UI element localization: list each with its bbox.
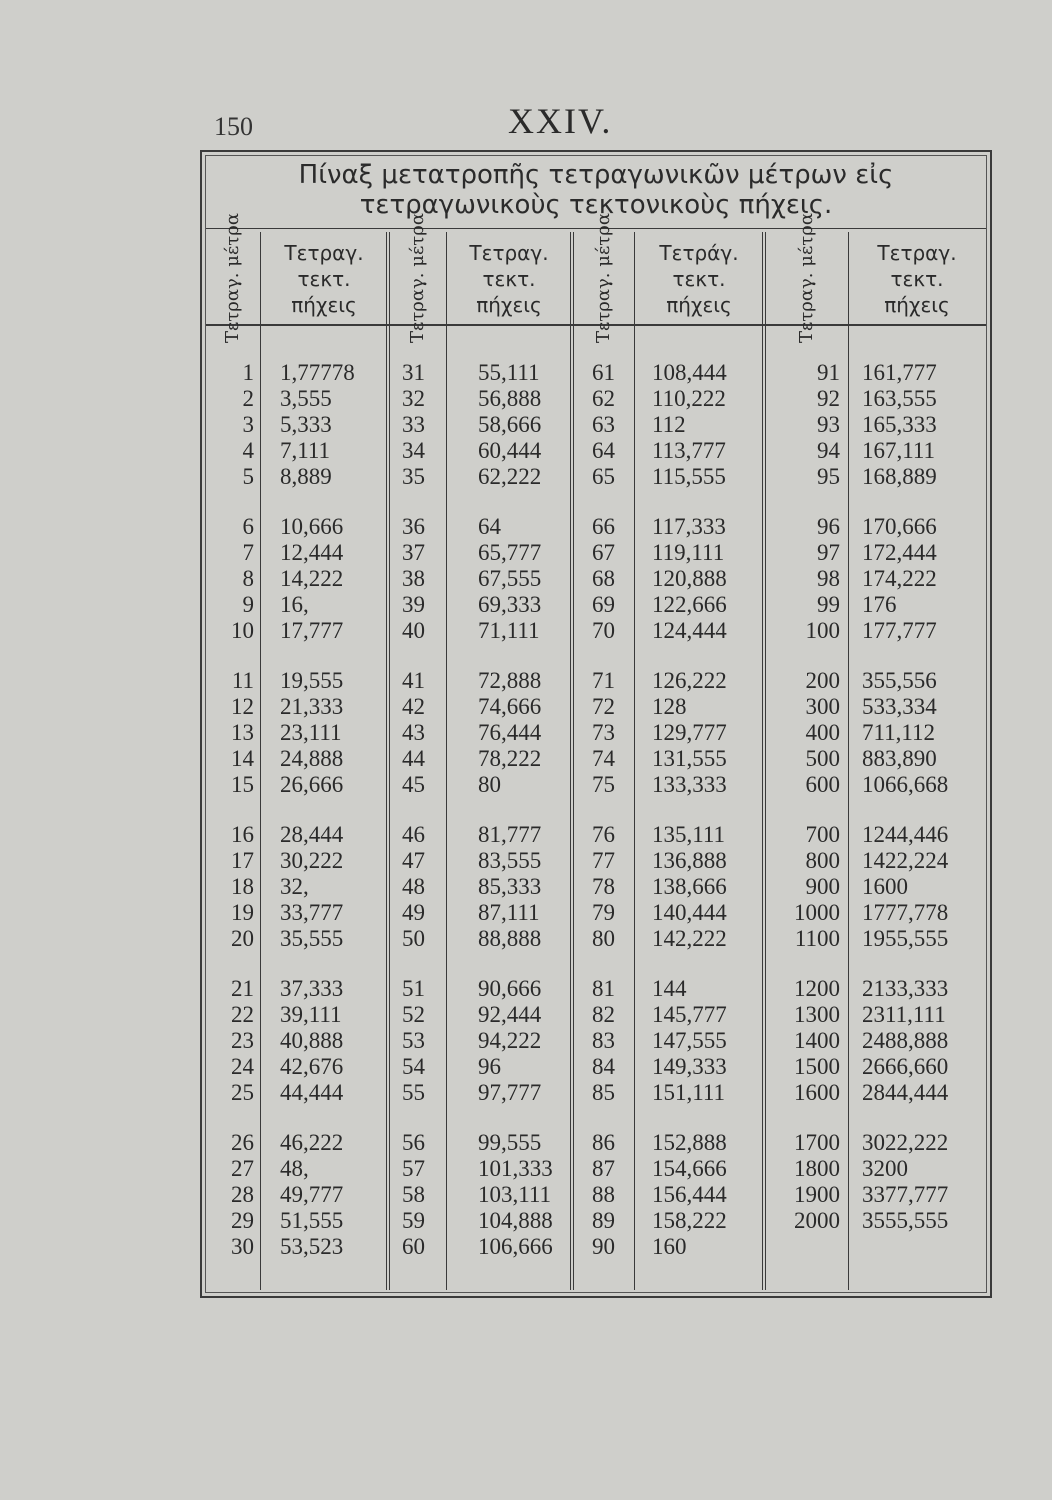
square-cubits-cell: 33,777 (280, 900, 344, 925)
square-cubits-cell: 165,333 (862, 412, 937, 437)
square-cubits-cell: 119,111 (652, 540, 725, 565)
square-cubits-cell: 88,888 (478, 926, 542, 951)
square-meters-cell: 49 (402, 900, 425, 925)
square-meters-cell: 51 (402, 976, 425, 1001)
square-cubits-cell: 122,666 (652, 592, 727, 617)
square-meters-cell: 64 (592, 438, 615, 463)
square-cubits-cell: 112 (652, 412, 686, 437)
square-cubits-cell: 2488,888 (862, 1028, 949, 1053)
square-cubits-cell: 177,777 (862, 618, 937, 643)
square-meters-cell: 82 (592, 1002, 615, 1027)
square-meters-cell: 27 (231, 1156, 254, 1181)
header-sqm-2: Τετραγ. μέτρα (407, 213, 429, 343)
square-cubits-cell: 71,111 (478, 618, 540, 643)
square-cubits-cell: 96 (478, 1054, 501, 1079)
square-cubits-cell: 117,333 (652, 514, 726, 539)
square-cubits-cell: 83,555 (478, 848, 542, 873)
square-cubits-cell: 142,222 (652, 926, 727, 951)
square-meters-cell: 47 (402, 848, 425, 873)
square-cubits-cell: 8,889 (280, 464, 332, 489)
square-cubits-cell: 55,111 (478, 360, 540, 385)
column-sqm-2 (402, 360, 444, 1260)
square-cubits-cell: 30,222 (280, 848, 344, 873)
square-cubits-cell: 172,444 (862, 540, 937, 565)
square-cubits-cell: 124,444 (652, 618, 727, 643)
square-meters-cell: 69 (592, 592, 615, 617)
square-meters-cell: 6 (242, 514, 254, 539)
square-meters-cell: 22 (231, 1002, 254, 1027)
square-cubits-cell: 78,222 (478, 746, 542, 771)
square-cubits-cell: 138,666 (652, 874, 727, 899)
square-meters-cell: 79 (592, 900, 615, 925)
square-cubits-cell: 135,111 (652, 822, 726, 847)
square-meters-cell: 36 (402, 514, 425, 539)
square-meters-cell: 1100 (794, 926, 840, 951)
square-meters-cell: 17 (231, 848, 254, 873)
square-meters-cell: 86 (592, 1130, 615, 1155)
square-cubits-cell: 104,888 (478, 1208, 553, 1233)
square-cubits-cell: 81,777 (478, 822, 542, 847)
header-cubits-4: Τετραγ. τεκτ. πήχεις (877, 241, 957, 317)
square-meters-cell: 7 (242, 540, 254, 565)
square-meters-cell: 35 (402, 464, 425, 489)
square-meters-cell: 31 (402, 360, 425, 385)
square-cubits-cell: 58,666 (478, 412, 542, 437)
square-meters-cell: 30 (231, 1234, 254, 1259)
square-meters-cell: 41 (402, 668, 425, 693)
square-meters-cell: 37 (402, 540, 425, 565)
square-cubits-cell: 120,888 (652, 566, 727, 591)
square-cubits-cell: 3,555 (280, 386, 332, 411)
column-sqm-4 (768, 360, 840, 1234)
column-cubits-4 (862, 360, 986, 1234)
square-cubits-cell: 176 (862, 592, 897, 617)
square-meters-cell: 10 (231, 618, 254, 643)
square-meters-cell: 76 (592, 822, 615, 847)
square-cubits-cell: 67,555 (478, 566, 542, 591)
square-meters-cell: 58 (402, 1182, 425, 1207)
square-meters-cell: 1900 (794, 1182, 840, 1207)
square-cubits-cell: 1,77778 (280, 360, 355, 385)
header-sqm-3: Τετραγ. μέτρα (593, 213, 615, 343)
square-cubits-cell: 23,111 (280, 720, 342, 745)
square-meters-cell: 4 (242, 438, 254, 463)
square-meters-cell: 24 (231, 1054, 254, 1079)
square-meters-cell: 32 (402, 386, 425, 411)
square-cubits-cell: 5,333 (280, 412, 332, 437)
square-cubits-cell: 101,333 (478, 1156, 553, 1181)
square-cubits-cell: 19,555 (280, 668, 344, 693)
header-cubits-1: Τετραγ. τεκτ. πήχεις (284, 241, 364, 317)
square-meters-cell: 89 (592, 1208, 615, 1233)
square-meters-cell: 44 (402, 746, 425, 771)
square-cubits-cell: 12,444 (280, 540, 344, 565)
square-cubits-cell: 883,890 (862, 746, 937, 771)
square-cubits-cell: 37,333 (280, 976, 344, 1001)
conversion-table (200, 150, 992, 1298)
square-meters-cell: 8 (242, 566, 254, 591)
square-cubits-cell: 158,222 (652, 1208, 727, 1233)
square-cubits-cell: 7,111 (280, 438, 331, 463)
square-meters-cell: 78 (592, 874, 615, 899)
square-meters-cell: 84 (592, 1054, 615, 1079)
square-meters-cell: 5 (242, 464, 254, 489)
square-cubits-cell: 3022,222 (862, 1130, 949, 1155)
square-meters-cell: 400 (805, 720, 840, 745)
square-cubits-cell: 28,444 (280, 822, 344, 847)
square-meters-cell: 56 (402, 1130, 425, 1155)
square-meters-cell: 71 (592, 668, 615, 693)
square-meters-cell: 65 (592, 464, 615, 489)
square-cubits-cell: 110,222 (652, 386, 726, 411)
square-cubits-cell: 533,334 (862, 694, 937, 719)
square-cubits-cell: 64 (478, 514, 501, 539)
square-meters-cell: 1400 (794, 1028, 840, 1053)
square-cubits-cell: 2844,444 (862, 1080, 949, 1105)
square-cubits-cell: 168,889 (862, 464, 937, 489)
square-meters-cell: 700 (805, 822, 840, 847)
square-meters-cell: 72 (592, 694, 615, 719)
square-cubits-cell: 145,777 (652, 1002, 727, 1027)
square-meters-cell: 50 (402, 926, 425, 951)
square-meters-cell: 16 (231, 822, 254, 847)
square-meters-cell: 70 (592, 618, 615, 643)
square-meters-cell: 2000 (794, 1208, 840, 1233)
square-meters-cell: 600 (805, 772, 840, 797)
square-meters-cell: 53 (402, 1028, 425, 1053)
square-cubits-cell: 56,888 (478, 386, 542, 411)
square-cubits-cell: 1600 (862, 874, 908, 899)
square-meters-cell: 77 (592, 848, 615, 873)
square-meters-cell: 23 (231, 1028, 254, 1053)
square-cubits-cell: 65,777 (478, 540, 542, 565)
header-cubits-3: Τετράγ. τεκτ. πήχεις (659, 241, 739, 317)
square-cubits-cell: 174,222 (862, 566, 937, 591)
square-cubits-cell: 156,444 (652, 1182, 727, 1207)
column-divider (848, 232, 849, 1290)
square-cubits-cell: 140,444 (652, 900, 727, 925)
square-meters-cell: 2 (242, 386, 254, 411)
square-cubits-cell: 160 (652, 1234, 687, 1259)
square-meters-cell: 13 (231, 720, 254, 745)
square-meters-cell: 200 (805, 668, 840, 693)
square-meters-cell: 500 (805, 746, 840, 771)
square-cubits-cell: 42,676 (280, 1054, 344, 1079)
square-meters-cell: 54 (402, 1054, 425, 1079)
square-meters-cell: 67 (592, 540, 615, 565)
square-meters-cell: 60 (402, 1234, 425, 1259)
square-cubits-cell: 1244,446 (862, 822, 949, 847)
square-cubits-cell: 26,666 (280, 772, 344, 797)
square-cubits-cell: 53,523 (280, 1234, 344, 1259)
column-divider (260, 232, 261, 1290)
square-meters-cell: 55 (402, 1080, 425, 1105)
square-meters-cell: 98 (817, 566, 840, 591)
column-sqm-3 (592, 360, 632, 1260)
square-meters-cell: 74 (592, 746, 615, 771)
square-meters-cell: 1700 (794, 1130, 840, 1155)
square-cubits-cell: 2311,111 (862, 1002, 946, 1027)
column-sqm-1 (206, 360, 254, 1260)
square-cubits-cell: 147,555 (652, 1028, 727, 1053)
square-cubits-cell: 90,666 (478, 976, 542, 1001)
square-meters-cell: 73 (592, 720, 615, 745)
square-meters-cell: 1000 (794, 900, 840, 925)
square-meters-cell: 800 (805, 848, 840, 873)
square-meters-cell: 92 (817, 386, 840, 411)
square-cubits-cell: 144 (652, 976, 687, 1001)
square-cubits-cell: 3377,777 (862, 1182, 949, 1207)
square-meters-cell: 1800 (794, 1156, 840, 1181)
square-meters-cell: 75 (592, 772, 615, 797)
square-cubits-cell: 69,333 (478, 592, 542, 617)
square-cubits-cell: 39,111 (280, 1002, 342, 1027)
square-meters-cell: 19 (231, 900, 254, 925)
square-cubits-cell: 167,111 (862, 438, 936, 463)
column-group-divider (570, 232, 574, 1290)
square-cubits-cell: 48, (280, 1156, 309, 1181)
square-meters-cell: 80 (592, 926, 615, 951)
square-cubits-cell: 35,555 (280, 926, 344, 951)
square-meters-cell: 20 (231, 926, 254, 951)
square-cubits-cell: 76,444 (478, 720, 542, 745)
square-meters-cell: 25 (231, 1080, 254, 1105)
square-cubits-cell: 3555,555 (862, 1208, 949, 1233)
square-meters-cell: 900 (805, 874, 840, 899)
square-cubits-cell: 85,333 (478, 874, 542, 899)
square-cubits-cell: 51,555 (280, 1208, 344, 1233)
square-meters-cell: 9 (242, 592, 254, 617)
square-meters-cell: 83 (592, 1028, 615, 1053)
column-cubits-3 (652, 360, 760, 1260)
square-meters-cell: 81 (592, 976, 615, 1001)
column-divider (634, 232, 635, 1290)
caption-line-1: Πίναξ μετατροπῆς τετραγωνικῶν μέτρων εἰς (298, 160, 894, 190)
square-cubits-cell: 152,888 (652, 1130, 727, 1155)
square-cubits-cell: 14,222 (280, 566, 344, 591)
square-cubits-cell: 94,222 (478, 1028, 542, 1053)
square-cubits-cell: 1422,224 (862, 848, 949, 873)
square-cubits-cell: 62,222 (478, 464, 542, 489)
square-meters-cell: 1600 (794, 1080, 840, 1105)
square-meters-cell: 33 (402, 412, 425, 437)
square-meters-cell: 1 (242, 360, 254, 385)
square-meters-cell: 99 (817, 592, 840, 617)
square-meters-cell: 42 (402, 694, 425, 719)
square-cubits-cell: 21,333 (280, 694, 344, 719)
square-meters-cell: 11 (231, 668, 254, 693)
square-meters-cell: 48 (402, 874, 425, 899)
square-meters-cell: 62 (592, 386, 615, 411)
square-cubits-cell: 154,666 (652, 1156, 727, 1181)
square-cubits-cell: 128 (652, 694, 687, 719)
square-cubits-cell: 131,555 (652, 746, 727, 771)
square-cubits-cell: 113,777 (652, 438, 726, 463)
square-meters-cell: 96 (817, 514, 840, 539)
square-cubits-cell: 10,666 (280, 514, 344, 539)
square-meters-cell: 88 (592, 1182, 615, 1207)
square-meters-cell: 63 (592, 412, 615, 437)
square-cubits-cell: 3200 (862, 1156, 908, 1181)
square-cubits-cell: 161,777 (862, 360, 937, 385)
square-meters-cell: 91 (817, 360, 840, 385)
caption-line-2: τετραγωνικοὺς τεκτονικοὺς πήχεις. (359, 190, 833, 220)
square-cubits-cell: 711,112 (862, 720, 936, 745)
square-meters-cell: 39 (402, 592, 425, 617)
square-meters-cell: 45 (402, 772, 425, 797)
square-meters-cell: 1200 (794, 976, 840, 1001)
square-meters-cell: 43 (402, 720, 425, 745)
square-meters-cell: 57 (402, 1156, 425, 1181)
square-cubits-cell: 106,666 (478, 1234, 553, 1259)
square-cubits-cell: 24,888 (280, 746, 344, 771)
square-meters-cell: 46 (402, 822, 425, 847)
square-meters-cell: 90 (592, 1234, 615, 1259)
square-meters-cell: 52 (402, 1002, 425, 1027)
square-cubits-cell: 74,666 (478, 694, 542, 719)
square-cubits-cell: 126,222 (652, 668, 727, 693)
square-cubits-cell: 108,444 (652, 360, 727, 385)
square-cubits-cell: 72,888 (478, 668, 542, 693)
square-meters-cell: 12 (231, 694, 254, 719)
column-cubits-1 (280, 360, 384, 1260)
square-meters-cell: 87 (592, 1156, 615, 1181)
square-cubits-cell: 2666,660 (862, 1054, 949, 1079)
square-meters-cell: 21 (231, 976, 254, 1001)
square-cubits-cell: 136,888 (652, 848, 727, 873)
square-meters-cell: 40 (402, 618, 425, 643)
square-cubits-cell: 149,333 (652, 1054, 727, 1079)
square-cubits-cell: 99,555 (478, 1130, 542, 1155)
square-meters-cell: 3 (242, 412, 254, 437)
chapter-title: XXIV. (508, 101, 613, 141)
header-cubits-2: Τετραγ. τεκτ. πήχεις (469, 241, 549, 317)
square-meters-cell: 97 (817, 540, 840, 565)
square-cubits-cell: 1777,778 (862, 900, 949, 925)
square-meters-cell: 1300 (794, 1002, 840, 1027)
square-meters-cell: 94 (817, 438, 840, 463)
square-meters-cell: 18 (231, 874, 254, 899)
square-cubits-cell: 44,444 (280, 1080, 344, 1105)
column-group-divider (386, 232, 390, 1290)
square-cubits-cell: 1955,555 (862, 926, 949, 951)
square-cubits-cell: 87,111 (478, 900, 540, 925)
square-meters-cell: 93 (817, 412, 840, 437)
square-cubits-cell: 60,444 (478, 438, 542, 463)
square-cubits-cell: 170,666 (862, 514, 937, 539)
column-divider (446, 232, 447, 1290)
square-cubits-cell: 1066,668 (862, 772, 949, 797)
square-cubits-cell: 46,222 (280, 1130, 344, 1155)
column-cubits-2 (478, 360, 568, 1260)
square-meters-cell: 61 (592, 360, 615, 385)
square-cubits-cell: 151,111 (652, 1080, 726, 1105)
square-meters-cell: 28 (231, 1182, 254, 1207)
square-meters-cell: 29 (231, 1208, 254, 1233)
square-meters-cell: 26 (231, 1130, 254, 1155)
square-meters-cell: 1500 (794, 1054, 840, 1079)
square-cubits-cell: 355,556 (862, 668, 937, 693)
square-meters-cell: 34 (402, 438, 425, 463)
square-meters-cell: 85 (592, 1080, 615, 1105)
square-meters-cell: 15 (231, 772, 254, 797)
square-meters-cell: 68 (592, 566, 615, 591)
square-cubits-cell: 97,777 (478, 1080, 542, 1105)
header-sqm-4: Τετραγ. μέτρα (796, 213, 818, 343)
table-caption (202, 160, 990, 220)
square-cubits-cell: 17,777 (280, 618, 344, 643)
square-meters-cell: 14 (231, 746, 254, 771)
square-cubits-cell: 40,888 (280, 1028, 344, 1053)
square-meters-cell: 38 (402, 566, 425, 591)
square-cubits-cell: 49,777 (280, 1182, 344, 1207)
square-meters-cell: 300 (805, 694, 840, 719)
square-cubits-cell: 80 (478, 772, 501, 797)
square-cubits-cell: 133,333 (652, 772, 727, 797)
square-meters-cell: 95 (817, 464, 840, 489)
square-cubits-cell: 2133,333 (862, 976, 949, 1001)
square-cubits-cell: 115,555 (652, 464, 726, 489)
page-number: 150 (214, 112, 253, 141)
column-group-divider (762, 232, 766, 1290)
square-cubits-cell: 103,111 (478, 1182, 552, 1207)
square-cubits-cell: 32, (280, 874, 309, 899)
square-meters-cell: 66 (592, 514, 615, 539)
square-cubits-cell: 129,777 (652, 720, 727, 745)
square-meters-cell: 59 (402, 1208, 425, 1233)
square-cubits-cell: 16, (280, 592, 309, 617)
square-cubits-cell: 163,555 (862, 386, 937, 411)
square-meters-cell: 100 (805, 618, 840, 643)
header-sqm-1: Τετραγ. μέτρα (222, 213, 244, 343)
square-cubits-cell: 92,444 (478, 1002, 542, 1027)
